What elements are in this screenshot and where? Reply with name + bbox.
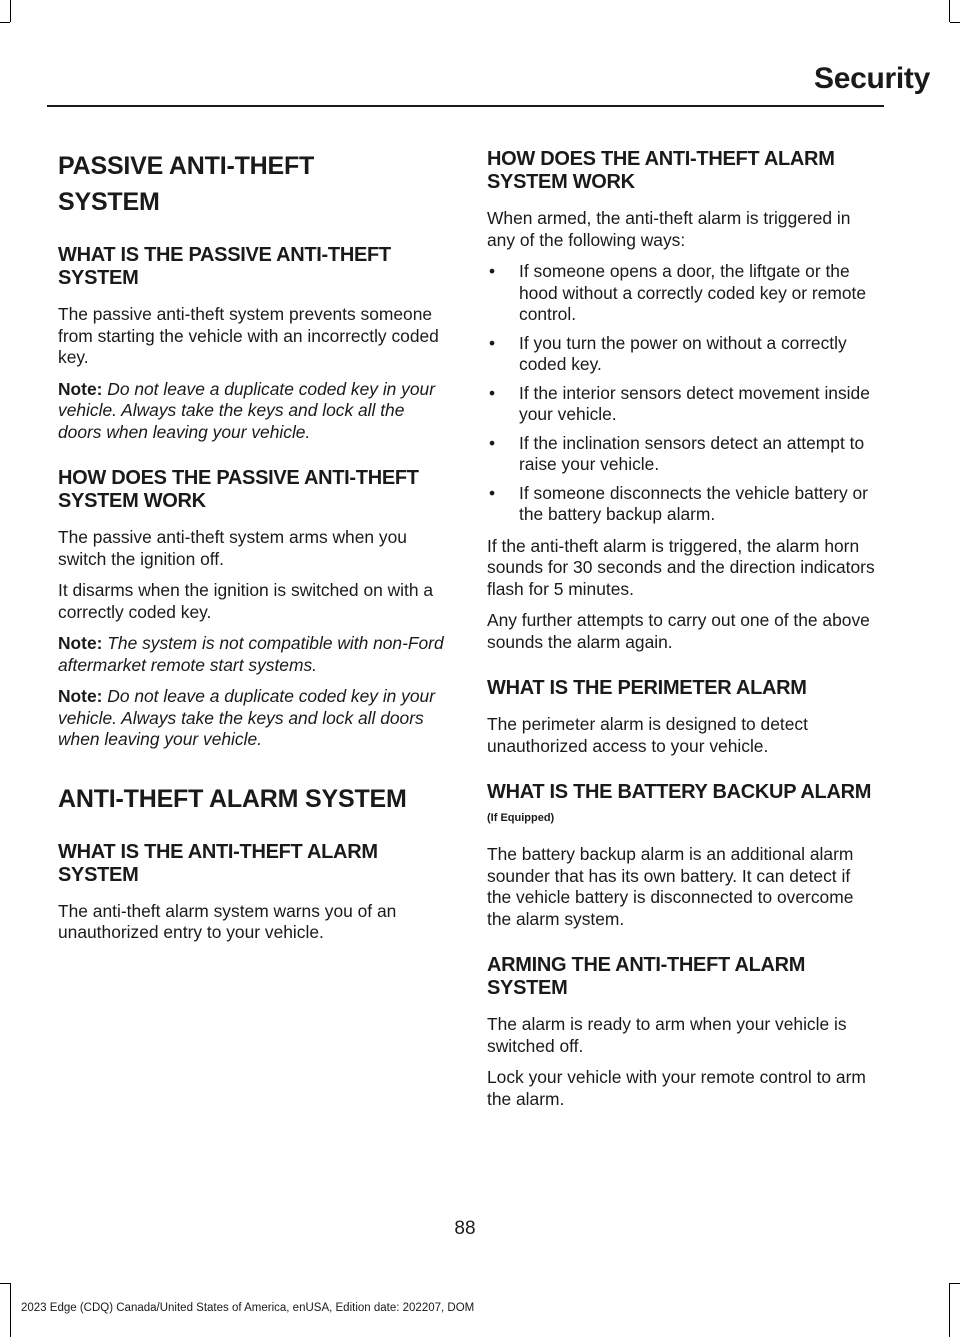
bullet-icon: • bbox=[489, 332, 496, 353]
para-how-alarm: When armed, the anti-theft alarm is triggered in any of the following ways: bbox=[487, 208, 851, 250]
left-column bbox=[58, 148, 450, 954]
list-item-text: If the inclination sensors detect an attempt to raise your vehicle. bbox=[519, 432, 865, 474]
note-label: Note: bbox=[58, 378, 103, 399]
note-label: Note: bbox=[58, 633, 103, 653]
section-title-line-1: PASSIVE ANTI-THEFT bbox=[58, 152, 315, 180]
note-text: Do not leave a duplicate coded key in your vehicle. Always take the keys and lock all doors when leaving your vehicle. bbox=[58, 686, 436, 749]
bullet-icon: • bbox=[489, 482, 496, 503]
bullet-icon: • bbox=[489, 432, 496, 453]
note-2 bbox=[58, 633, 450, 676]
para-battery-backup: The battery backup alarm is an additional alarm sounder that has its own battery. It can detect if the vehicle battery is disconnected to overcome the alarm system. bbox=[487, 844, 854, 929]
list-item bbox=[487, 433, 879, 476]
crop-mark bbox=[0, 1283, 10, 1284]
list-item-text: If someone opens a door, the liftgate or the hood without a correctly coded key or remote control. bbox=[519, 261, 867, 324]
crop-mark bbox=[0, 22, 10, 23]
para-perimeter: The perimeter alarm is designed to detect unauthorized access to your vehicle. bbox=[487, 714, 808, 756]
para-what-is-passive: The passive anti-theft system prevents someone from starting the vehicle with an incorrectly coded key. bbox=[58, 304, 439, 367]
heading-perimeter-alarm: WHAT IS THE PERIMETER ALARM bbox=[487, 677, 807, 699]
section-title-passive-anti-theft bbox=[58, 148, 450, 220]
list-item bbox=[487, 261, 879, 326]
heading-what-is-alarm: WHAT IS THE ANTI-THEFT ALARM SYSTEM bbox=[58, 840, 378, 886]
note-3 bbox=[58, 686, 450, 751]
list-item-text: If someone disconnects the vehicle battery or the battery backup alarm. bbox=[519, 482, 868, 524]
heading-text: WHAT IS THE BATTERY BACKUP ALARM bbox=[487, 781, 872, 803]
para-how-passive-2: It disarms when the ignition is switched on with a correctly coded key. bbox=[58, 580, 434, 622]
para-further: Any further attempts to carry out one of the above sounds the alarm again. bbox=[487, 610, 870, 652]
note-text: The system is not compatible with non-Ford aftermarket remote start systems. bbox=[58, 633, 444, 675]
list-item bbox=[487, 383, 879, 426]
heading-arming-alarm: ARMING THE ANTI-THEFT ALARM SYSTEM bbox=[487, 954, 806, 999]
para-how-passive-1: The passive anti-theft system arms when you switch the ignition off. bbox=[58, 527, 407, 569]
section-title-anti-theft-alarm: ANTI-THEFT ALARM SYSTEM bbox=[58, 784, 407, 813]
para-what-is-alarm: The anti-theft alarm system warns you of an unauthorized entry to your vehicle. bbox=[58, 900, 397, 942]
section-title-line-2: SYSTEM bbox=[58, 188, 160, 216]
para-arming-2: Lock your vehicle with your remote control to arm the alarm. bbox=[487, 1067, 866, 1109]
crop-mark bbox=[949, 0, 950, 22]
trigger-list bbox=[487, 261, 879, 526]
if-equipped-tag: (If Equipped) bbox=[487, 812, 555, 824]
right-column bbox=[487, 148, 879, 1120]
para-triggered: If the anti-theft alarm is triggered, the alarm horn sounds for 30 seconds and the direction indicators flash for 5 minutes. bbox=[487, 535, 875, 599]
bullet-icon: • bbox=[489, 382, 496, 403]
heading-battery-backup-alarm bbox=[487, 781, 879, 830]
crop-mark bbox=[10, 0, 11, 22]
list-item bbox=[487, 333, 879, 376]
header-rule bbox=[47, 105, 884, 107]
list-item bbox=[487, 483, 879, 526]
para-arming-1: The alarm is ready to arm when your vehicle is switched off. bbox=[487, 1014, 847, 1056]
list-item-text: If the interior sensors detect movement inside your vehicle. bbox=[519, 382, 870, 424]
crop-mark bbox=[10, 1283, 11, 1337]
crop-mark bbox=[950, 22, 960, 23]
edition-footer: 2023 Edge (CDQ) Canada/United States of America, enUSA, Edition date: 202207, DOM bbox=[21, 1302, 475, 1314]
note-label: Note: bbox=[58, 686, 103, 706]
note-1 bbox=[58, 379, 450, 444]
list-item-text: If you turn the power on without a correctly coded key. bbox=[519, 332, 847, 374]
heading-how-alarm-works: HOW DOES THE ANTI-THEFT ALARM SYSTEM WORK bbox=[487, 148, 835, 193]
crop-mark bbox=[949, 1283, 950, 1337]
bullet-icon: • bbox=[489, 261, 496, 281]
heading-how-passive-works: HOW DOES THE PASSIVE ANTI-THEFT SYSTEM WORK bbox=[58, 467, 419, 512]
page-number: 88 bbox=[454, 1218, 476, 1239]
crop-mark bbox=[950, 1283, 960, 1284]
heading-what-is-passive: WHAT IS THE PASSIVE ANTI-THEFT SYSTEM bbox=[58, 244, 391, 289]
note-text: Do not leave a duplicate coded key in your vehicle. Always take the keys and lock all the doors when leaving your vehicle. bbox=[58, 378, 436, 442]
page-header-title: Security bbox=[814, 62, 930, 95]
